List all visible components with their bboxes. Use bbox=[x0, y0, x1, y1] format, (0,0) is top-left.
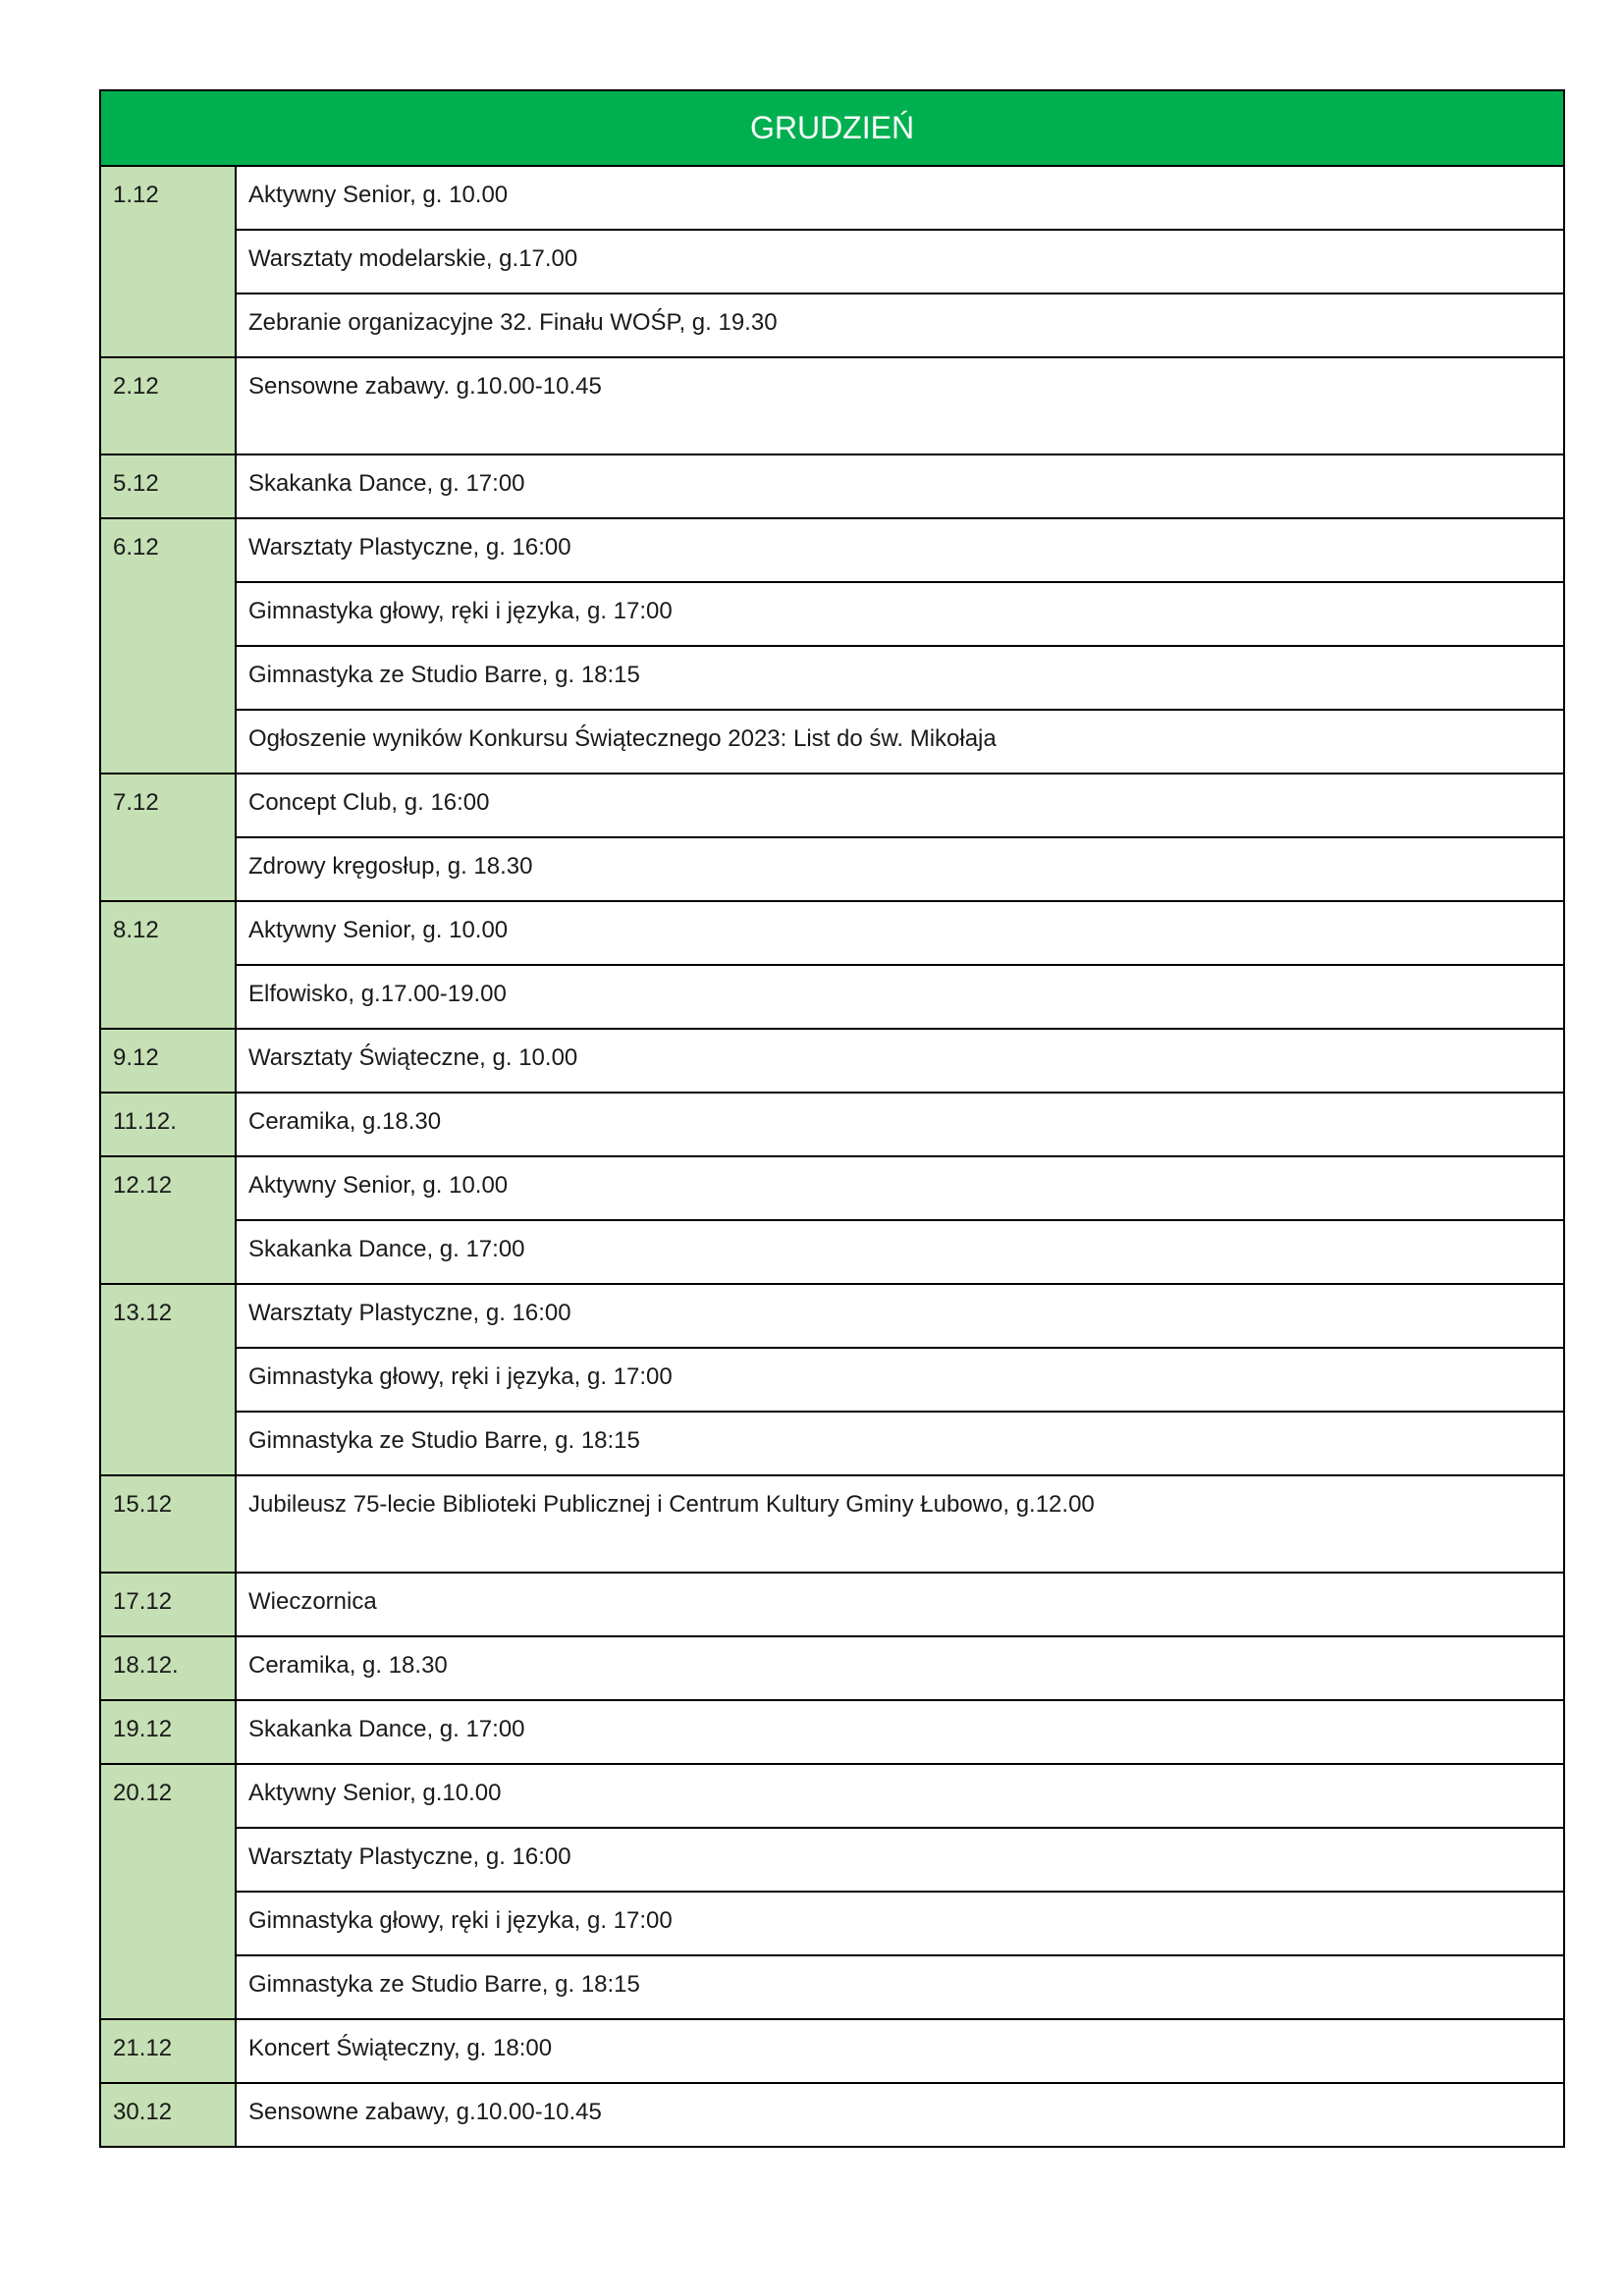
event-cell: Warsztaty Świąteczne, g. 10.00 bbox=[236, 1029, 1564, 1093]
date-cell: 6.12 bbox=[100, 518, 236, 774]
event-cell: Gimnastyka głowy, ręki i języka, g. 17:00 bbox=[236, 582, 1564, 646]
event-cell: Zebranie organizacyjne 32. Finału WOŚP, g. 19.30 bbox=[236, 294, 1564, 357]
event-cell: Concept Club, g. 16:00 bbox=[236, 774, 1564, 837]
event-cell: Aktywny Senior, g.10.00 bbox=[236, 1764, 1564, 1828]
table-row bbox=[100, 1412, 1564, 1475]
event-cell: Skakanka Dance, g. 17:00 bbox=[236, 1700, 1564, 1764]
event-cell: Ceramika, g. 18.30 bbox=[236, 1636, 1564, 1700]
date-cell: 30.12 bbox=[100, 2083, 236, 2147]
date-cell: 19.12 bbox=[100, 1700, 236, 1764]
header-row bbox=[100, 90, 1564, 166]
date-cell: 18.12. bbox=[100, 1636, 236, 1700]
table-row bbox=[100, 1892, 1564, 1955]
table-row bbox=[100, 837, 1564, 901]
table-row bbox=[100, 1475, 1564, 1573]
event-cell: Gimnastyka ze Studio Barre, g. 18:15 bbox=[236, 1955, 1564, 2019]
month-title: GRUDZIEŃ bbox=[100, 90, 1564, 166]
event-cell: Warsztaty Plastyczne, g. 16:00 bbox=[236, 1284, 1564, 1348]
event-cell: Aktywny Senior, g. 10.00 bbox=[236, 166, 1564, 230]
date-cell: 9.12 bbox=[100, 1029, 236, 1093]
table-row bbox=[100, 1093, 1564, 1156]
table-row bbox=[100, 2083, 1564, 2147]
event-cell: Koncert Świąteczny, g. 18:00 bbox=[236, 2019, 1564, 2083]
table-row bbox=[100, 901, 1564, 965]
event-cell: Zdrowy kręgosłup, g. 18.30 bbox=[236, 837, 1564, 901]
table-row bbox=[100, 454, 1564, 518]
event-cell: Sensowne zabawy. g.10.00-10.45 bbox=[236, 357, 1564, 454]
table-row bbox=[100, 357, 1564, 454]
date-cell: 17.12 bbox=[100, 1573, 236, 1636]
table-row bbox=[100, 1573, 1564, 1636]
table-row bbox=[100, 166, 1564, 230]
event-cell: Gimnastyka ze Studio Barre, g. 18:15 bbox=[236, 1412, 1564, 1475]
event-cell: Jubileusz 75-lecie Biblioteki Publicznej i Centrum Kultury Gminy Łubowo, g.12.00 bbox=[236, 1475, 1564, 1573]
table-row bbox=[100, 1284, 1564, 1348]
table-row bbox=[100, 1700, 1564, 1764]
event-cell: Skakanka Dance, g. 17:00 bbox=[236, 454, 1564, 518]
event-cell: Ceramika, g.18.30 bbox=[236, 1093, 1564, 1156]
schedule-table bbox=[99, 89, 1565, 2148]
schedule-body bbox=[100, 166, 1564, 2147]
event-cell: Gimnastyka głowy, ręki i języka, g. 17:00 bbox=[236, 1892, 1564, 1955]
table-row bbox=[100, 1220, 1564, 1284]
table-row bbox=[100, 710, 1564, 774]
table-row bbox=[100, 294, 1564, 357]
table-row bbox=[100, 1029, 1564, 1093]
table-row bbox=[100, 518, 1564, 582]
event-cell: Aktywny Senior, g. 10.00 bbox=[236, 1156, 1564, 1220]
date-cell: 20.12 bbox=[100, 1764, 236, 2019]
date-cell: 13.12 bbox=[100, 1284, 236, 1475]
date-cell: 5.12 bbox=[100, 454, 236, 518]
event-cell: Aktywny Senior, g. 10.00 bbox=[236, 901, 1564, 965]
table-row bbox=[100, 1828, 1564, 1892]
table-row bbox=[100, 646, 1564, 710]
event-cell: Sensowne zabawy, g.10.00-10.45 bbox=[236, 2083, 1564, 2147]
event-cell: Wieczornica bbox=[236, 1573, 1564, 1636]
event-cell: Warsztaty Plastyczne, g. 16:00 bbox=[236, 1828, 1564, 1892]
event-cell: Elfowisko, g.17.00-19.00 bbox=[236, 965, 1564, 1029]
date-cell: 15.12 bbox=[100, 1475, 236, 1573]
event-cell: Gimnastyka ze Studio Barre, g. 18:15 bbox=[236, 646, 1564, 710]
event-cell: Gimnastyka głowy, ręki i języka, g. 17:00 bbox=[236, 1348, 1564, 1412]
table-row bbox=[100, 1955, 1564, 2019]
table-row bbox=[100, 774, 1564, 837]
table-row bbox=[100, 230, 1564, 294]
date-cell: 8.12 bbox=[100, 901, 236, 1029]
table-row bbox=[100, 1156, 1564, 1220]
event-cell: Warsztaty modelarskie, g.17.00 bbox=[236, 230, 1564, 294]
date-cell: 21.12 bbox=[100, 2019, 236, 2083]
date-cell: 1.12 bbox=[100, 166, 236, 357]
table-row bbox=[100, 582, 1564, 646]
event-cell: Skakanka Dance, g. 17:00 bbox=[236, 1220, 1564, 1284]
table-row bbox=[100, 965, 1564, 1029]
table-row bbox=[100, 1764, 1564, 1828]
event-cell: Ogłoszenie wyników Konkursu Świątecznego 2023: List do św. Mikołaja bbox=[236, 710, 1564, 774]
table-row bbox=[100, 1348, 1564, 1412]
table-row bbox=[100, 2019, 1564, 2083]
date-cell: 7.12 bbox=[100, 774, 236, 901]
table-row bbox=[100, 1636, 1564, 1700]
date-cell: 11.12. bbox=[100, 1093, 236, 1156]
date-cell: 12.12 bbox=[100, 1156, 236, 1284]
event-cell: Warsztaty Plastyczne, g. 16:00 bbox=[236, 518, 1564, 582]
date-cell: 2.12 bbox=[100, 357, 236, 454]
